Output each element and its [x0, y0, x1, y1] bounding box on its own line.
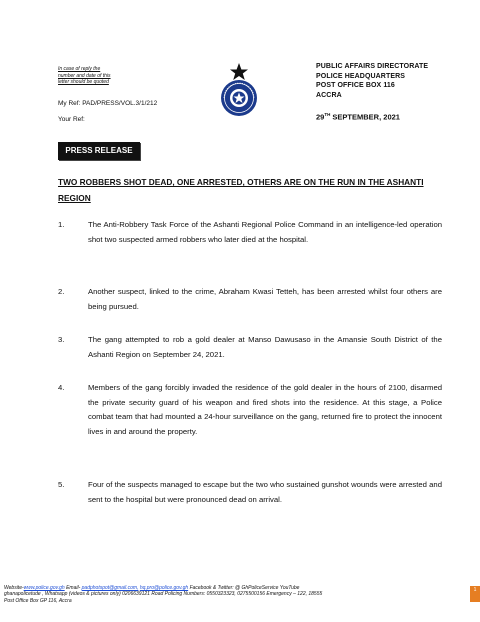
footer-contact [4, 585, 474, 604]
paragraph-number: 4. [58, 383, 65, 392]
address-line: ACCRA [316, 91, 342, 99]
paragraph-5 [58, 478, 442, 507]
paragraph-text: Another suspect, linked to the crime, Abraham Kwasi Tetteh, has been arrested whilst four others are being pursued. [88, 287, 442, 311]
email-link[interactable]: hq.pro@police.gov.gh [139, 585, 189, 591]
paragraph-text: The gang attempted to rob a gold dealer at Manso Dawusaso in the Amansie South District of the Ashanti Region on September 24, 2021. [88, 335, 442, 359]
email-link[interactable]: padphotspot@gmail.com, [81, 585, 139, 591]
address-line: PUBLIC AFFAIRS DIRECTORATE [316, 63, 429, 70]
headline: TWO ROBBERS SHOT DEAD, ONE ARRESTED, OTHERS ARE ON THE RUN IN THE ASHANTI REGION [58, 177, 424, 203]
instruction-line: In case of reply the [58, 66, 101, 72]
paragraph-number: 1. [58, 220, 65, 229]
paragraph-text: The Anti-Robbery Task Force of the Ashanti Regional Police Command in an intelligence-led operation shot two suspected armed robbers who later died at the hospital. [88, 220, 442, 244]
date-suffix: TH [324, 112, 331, 117]
website-label: Website- [4, 585, 24, 591]
paragraph-number: 5. [58, 480, 65, 489]
paragraph-text: Members of the gang forcibly invaded the residence of the gold dealer in the hours of 2100, disarmed the private security guard of his weapon and fired shots into the residence. At this stage, a Police combat team that had mounted a 24-hour surveillance on the gang, returned fire to protect the innocent lives in and around the property. [88, 383, 442, 436]
instruction-line: letter should be quoted [58, 79, 109, 85]
reply-instruction [58, 66, 122, 86]
date-day: 29 [316, 112, 325, 122]
release-date [316, 112, 400, 122]
instruction-line: number and date of this [58, 72, 111, 79]
date-month-year: SEPTEMBER, 2021 [330, 112, 400, 122]
address-line: POST OFFICE BOX 116 [316, 82, 395, 89]
your-reference: Your Ref: [58, 116, 85, 123]
page-number: 1 [470, 586, 480, 602]
footer-line-3: Post Office Box GP 116, Accra [4, 597, 72, 604]
footer-line-2: ghanapolicetude , Whatsapp (videos & pictures only) 0206639121 Road Policing Numbers: 0550323323, 0275500156 Emergency – 122, 18555 [4, 591, 323, 598]
paragraph-4 [58, 381, 442, 439]
paragraph-3 [58, 333, 442, 362]
paragraph-text: Four of the suspects managed to escape but the two who sustained gunshot wounds were arrested and sent to the hospital but were pronounced dead on arrival. [88, 480, 442, 504]
police-seal-logo [212, 62, 266, 118]
paragraph-number: 2. [58, 287, 65, 296]
address-line: POLICE HEADQUARTERS [316, 72, 406, 80]
paragraph-1 [58, 218, 442, 247]
website-link[interactable]: www.police.gov.gh [23, 585, 65, 591]
address-block [316, 62, 428, 100]
paragraph-number: 3. [58, 335, 65, 344]
my-reference: My Ref: PAD/PRESS/VOL.3/1/212 [58, 100, 158, 107]
paragraph-2 [58, 285, 442, 314]
email-label: Email- [66, 585, 81, 591]
social-handles: Facebook & Twitter: @ GhPoliceService YouTube [189, 585, 300, 591]
press-release-badge: PRESS RELEASE [58, 142, 140, 160]
